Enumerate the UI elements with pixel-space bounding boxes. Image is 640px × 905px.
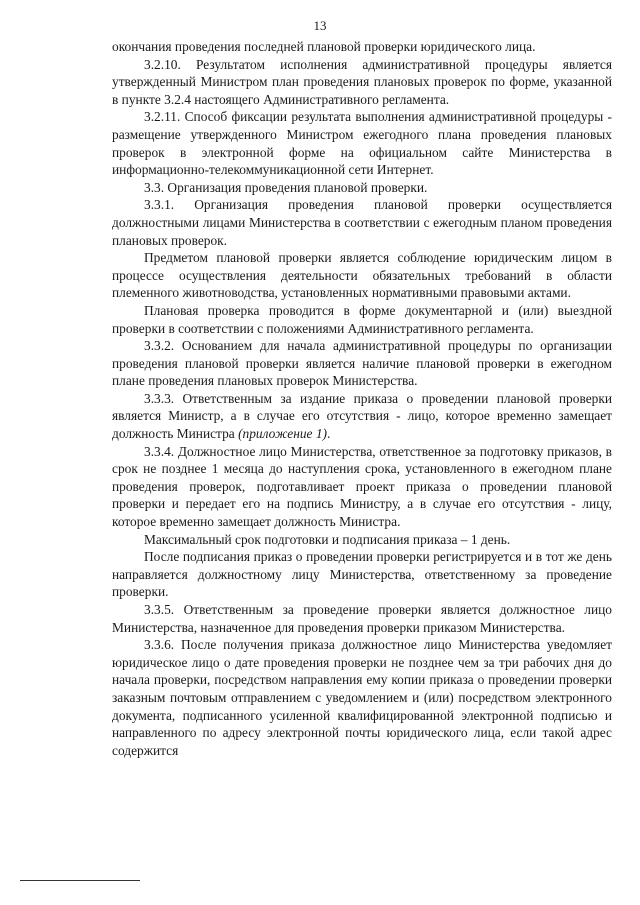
paragraph-3-3-3-end: . [326, 426, 331, 442]
paragraph-inspection-form: Плановая проверка проводится в форме документарной и (или) выездной проверки в соответствии с положениями Административного регламента. [112, 302, 612, 336]
appendix-reference: (приложение 1) [238, 426, 327, 442]
paragraph-3-3-5: 3.3.5. Ответственным за проведение проверки является должностное лицо Министерства, назначенное для проведения проверки приказом Министерства. [112, 602, 612, 635]
paragraph-3-3-1: 3.3.1. Организация проведения плановой проверки осуществляется должностными лицами Министерства в соответствии с ежегодным планом проведения плановых проверок. [112, 197, 612, 248]
paragraph-3-3-4: 3.3.4. Должностное лицо Министерства, ответственное за подготовку приказов, в срок не позднее 1 месяца до наступления срока, установленного в ежегодном плане проведения проверок, подготавливает проект приказа о проведении плановой проверки и передает его на подпись Министру, а в случае его отсутствия - лицу, которое временно замещает должность Министра. [112, 443, 612, 530]
paragraph-3-3-2: 3.3.2. Основанием для начала административной процедуры по организации проведения плановой проверки является наличие плановой проверки в ежегодном плане проведения плановых проверок Министерства. [112, 338, 612, 389]
page-number: 13 [313, 18, 327, 33]
paragraph-3-2-11: 3.2.11. Способ фиксации результата выполнения административной процедуры - размещение утвержденного Министром ежегодного плана проведения плановых проверок в электронной форме на официальном сайте Министерства в информационно-телекоммуникационной сети Интернет. [112, 109, 612, 178]
document-body [112, 38, 612, 759]
paragraph-registration: После подписания приказ о проведении проверки регистрируется и в тот же день направляется должностному лицу Министерства, ответственному за проведение проверки. [112, 549, 612, 600]
section-heading-3-3: 3.3. Организация проведения плановой проверки. [144, 179, 428, 195]
paragraph-continuation: окончания проведения последней плановой проверки юридического лица. [112, 39, 536, 54]
paragraph-3-3-3-text: 3.3.3. Ответственным за издание приказа о проведении плановой проверки является Министр, а в случае его отсутствия - лицо, которое временно замещает должность Министра [112, 390, 612, 442]
paragraph-3-3-3 [112, 390, 612, 443]
paragraph-inspection-subject: Предметом плановой проверки является соблюдение юридическим лицом в процессе осуществления деятельности обязательных требований в области племенного животноводства, установленных нормативными правовыми актами. [112, 250, 612, 301]
paragraph-3-2-10: 3.2.10. Результатом исполнения административной процедуры является утвержденный Министром план проведения плановых проверок по форме, указанной в пункте 3.2.4 настоящего Административного регламента. [112, 56, 612, 107]
paragraph-3-3-6: 3.3.6. После получения приказа должностное лицо Министерства уведомляет юридическое лицо о дате проведения проверки не позднее чем за три рабочих дня до начала проверки, посредством направления ему копии приказа о проведении проверки заказным почтовым отправлением с уведомлением и (или) посредством электронного документа, подписанного усиленной квалифицированной электронной подписью и направленного по адресу электронной почты юридического лица, если такой адрес содержится [112, 637, 612, 758]
paragraph-max-term: Максимальный срок подготовки и подписания приказа – 1 день. [144, 531, 511, 547]
footer-rule [20, 880, 140, 881]
